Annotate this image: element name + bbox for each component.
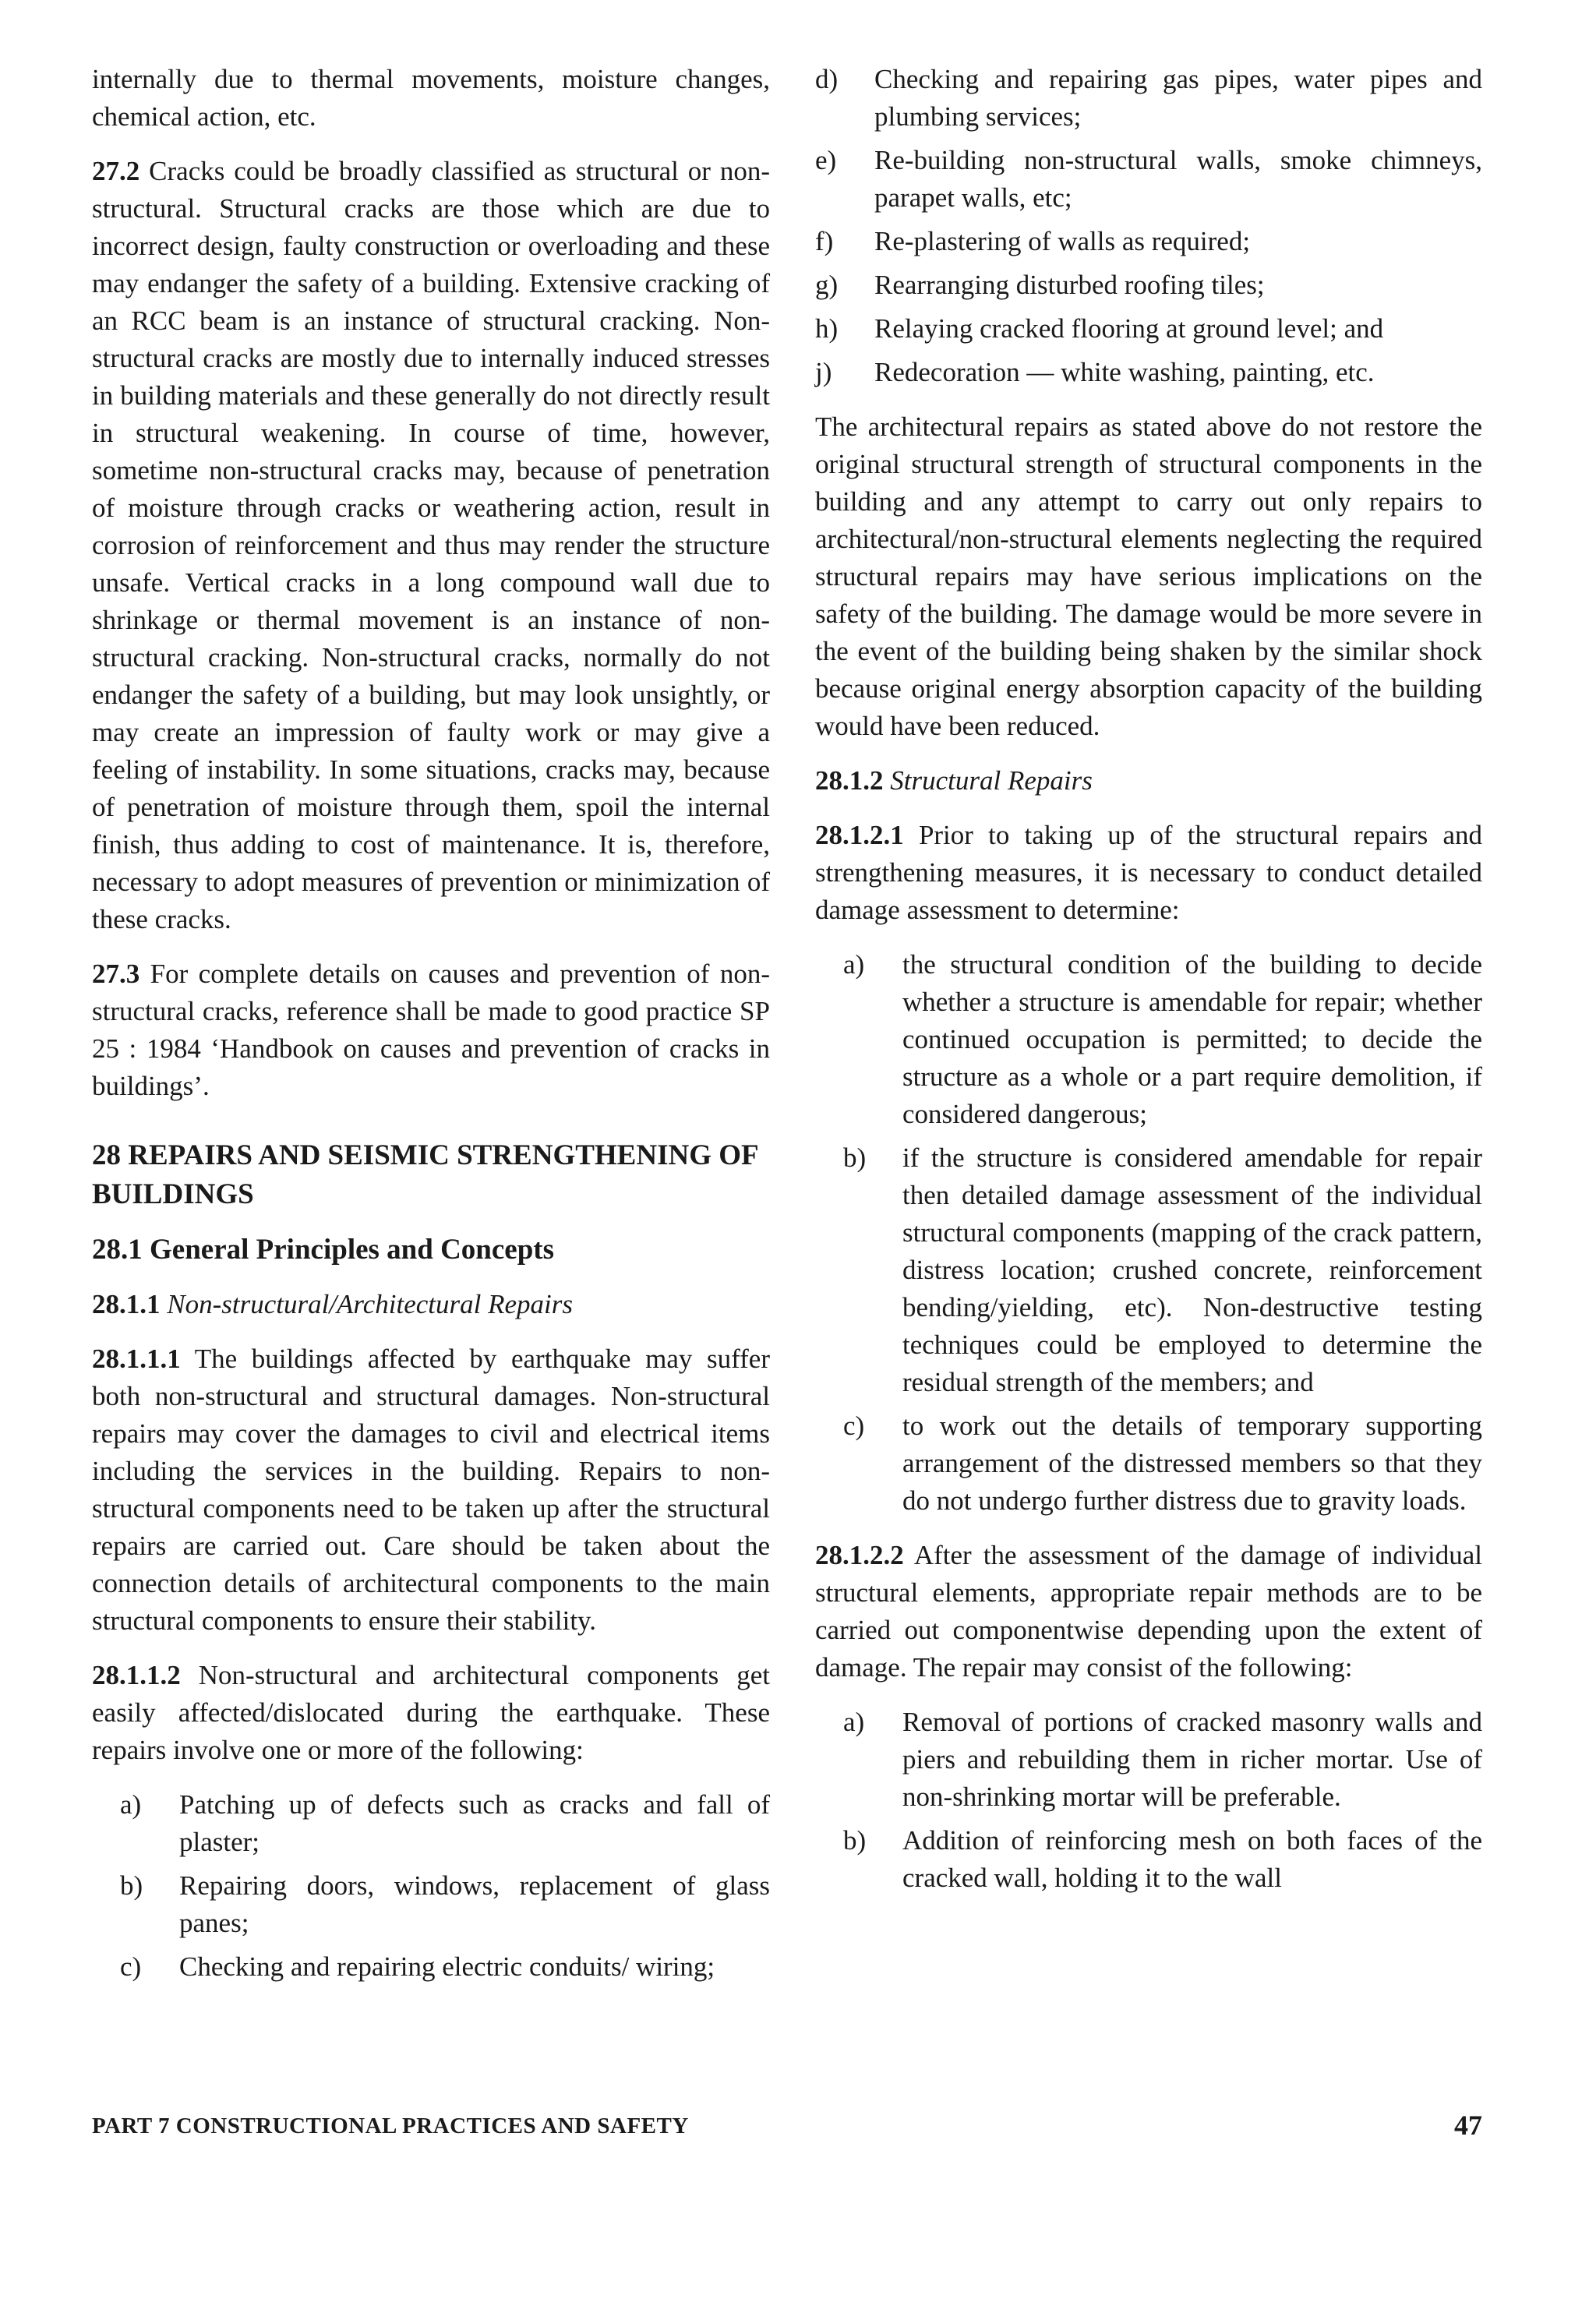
assessment-list [815,946,1482,1520]
clause-28-1-1-1 [92,1340,770,1640]
list-text: Relaying cracked flooring at ground level; and [874,313,1384,344]
clause-28-1-1-2 [92,1657,770,1769]
list-item [815,946,1482,1133]
list-marker: e) [815,145,837,175]
clause-number: 27.2 [92,156,140,186]
clause-title: Structural Repairs [890,765,1093,796]
clause-number: 27.3 [92,959,140,989]
list-item [92,1948,770,1986]
clause-text: The buildings affected by earthquake may suffer both non-structural and structural damages. Non-structural repairs may cover the damages to civil and electrical items including the services in the building. Repairs to non-structural components need to be taken up after the structural repairs are carried out. Care should be taken about the connection details of architectural components to the main structural components to ensure their stability. [92,1344,771,1636]
clause-title: Non-structural/Architectural Repairs [167,1289,573,1319]
list-marker: b) [843,1142,867,1173]
clause-text: For complete details on causes and prevention of non-structural cracks, reference shall be made to good practice SP 25 : 1984 ‘Handbook on causes and prevention of cracks in buildings’. [92,959,771,1101]
section-28-1-heading: 28.1 General Principles and Concepts [92,1234,555,1266]
repair-list-continued [815,61,1482,391]
list-item [815,1822,1482,1897]
left-column [92,61,770,2003]
list-text: Checking and repairing electric conduits/ wiring; [179,1951,715,1982]
list-item [92,1786,770,1861]
clause-text: Non-structural and architectural components get easily affected/dislocated during the earthquake. These repairs involve one or more of the following: [92,1660,770,1765]
list-text: Repairing doors, windows, replacement of glass panes; [179,1870,770,1938]
section-28-1-1-heading [92,1286,770,1323]
list-item [815,354,1482,391]
list-text: Removal of portions of cracked masonry walls and piers and rebuilding them in richer mortar. Use of non-shrinking mortar will be preferable. [902,1707,1482,1812]
list-item [815,1139,1482,1401]
clause-number: 28.1.2.2 [815,1540,904,1570]
list-marker: j) [815,357,832,387]
list-item [815,223,1482,260]
list-item [815,1704,1482,1816]
list-item [815,310,1482,348]
intro-paragraph: internally due to thermal movements, moisture changes, chemical action, etc. [92,64,770,132]
footer-part-title: PART 7 CONSTRUCTIONAL PRACTICES AND SAFETY [92,2114,689,2138]
list-item [815,267,1482,304]
clause-number: 28.1.1.1 [92,1344,181,1374]
list-marker: h) [815,313,839,344]
list-item [815,1407,1482,1520]
clause-number: 28.1.1 [92,1289,161,1319]
clause-28-1-2-2 [815,1537,1482,1686]
list-marker: a) [120,1789,142,1820]
list-marker: a) [843,1707,865,1737]
list-text: Rearranging disturbed roofing tiles; [874,270,1265,300]
clause-number: 28.1.2.1 [815,820,904,850]
section-28-1-2-heading [815,762,1482,800]
list-text: if the structure is considered amendable for repair then detailed damage assessment of the individual structural components (mapping of the crack pattern, distress location; crushed concrete, reinforcement bending/yielding, etc). Non-destructive testing techniques could be employed to determine the residual strength of the members; and [902,1142,1482,1397]
list-marker: c) [120,1951,142,1982]
page-number: 47 [1454,2110,1482,2141]
list-item [92,1867,770,1942]
list-marker: d) [815,64,839,94]
list-text: Patching up of defects such as cracks and fall of plaster; [179,1789,770,1857]
list-item [815,61,1482,136]
list-text: the structural condition of the building to decide whether a structure is amendable for repair; whether continued occupation is permitted; to decide the structure as a whole or a part require demolition, if considered dangerous; [902,949,1482,1129]
list-marker: c) [843,1411,865,1441]
list-marker: b) [843,1825,867,1856]
repair-list-left [92,1786,770,1986]
list-text: Redecoration — white washing, painting, etc. [874,357,1375,387]
clause-27-2 [92,153,770,938]
architectural-repairs-paragraph: The architectural repairs as stated above do not restore the original structural strength of structural components in the building and any attempt to carry out only repairs to architectural/non-structural elements neglecting the required structural repairs may have serious implications on the safety of the building. The damage would be more severe in the event of the building being shaken by the similar shock because original energy absorption capacity of the building would have been reduced. [815,411,1482,741]
clause-27-3 [92,955,770,1105]
clause-text: Prior to taking up of the structural repairs and strengthening measures, it is necessary to conduct detailed damage assessment to determine: [815,820,1482,925]
list-text: Re-plastering of walls as required; [874,226,1251,256]
list-text: Re-building non-structural walls, smoke chimneys, parapet walls, etc; [874,145,1482,213]
structural-repair-list [815,1704,1482,1897]
list-marker: a) [843,949,865,980]
clause-text: After the assessment of the damage of individual structural elements, appropriate repair methods are to be carried out componentwise depending upon the extent of damage. The repair may consist of the following: [815,1540,1483,1683]
list-text: Checking and repairing gas pipes, water pipes and plumbing services; [874,64,1482,132]
list-text: to work out the details of temporary supporting arrangement of the distressed members so that they do not undergo further distress due to gravity loads. [902,1411,1482,1516]
clause-text: Cracks could be broadly classified as structural or non-structural. Structural cracks are those which are due to incorrect design, faulty construction or overloading and these may endanger the safety of a building. Extensive cracking of an RCC beam is an instance of structural cracking. Non-structural cracks are mostly due to internally induced stresses in building materials and these generally do not directly result in structural weakening. In course of time, however, sometime non-structural cracks may, because of penetration of moisture through cracks or weathering action, result in corrosion of reinforcement and thus may render the structure unsafe. Vertical cracks in a long compound wall due to shrinkage or thermal movement is an instance of non-structural cracking. Non-structural cracks, normally do not endanger the safety of a building, but may look unsightly, or may create an impression of faulty work or may give a feeling of instability. In some situations, cracks may, because of penetration of moisture through them, spoil the internal finish, thus adding to cost of maintenance. It is, therefore, necessary to adopt measures of prevention or minimization of these cracks. [92,156,771,934]
right-column [815,61,1482,1914]
section-28-heading: 28 REPAIRS AND SEISMIC STRENGTHENING OF BUILDINGS [92,1139,758,1210]
list-text: Addition of reinforcing mesh on both faces of the cracked wall, holding it to the wall [902,1825,1482,1893]
list-marker: f) [815,226,834,256]
clause-number: 28.1.1.2 [92,1660,181,1690]
list-marker: g) [815,270,839,300]
list-marker: b) [120,1870,143,1901]
clause-28-1-2-1 [815,817,1482,929]
clause-number: 28.1.2 [815,765,884,796]
list-item [815,142,1482,217]
